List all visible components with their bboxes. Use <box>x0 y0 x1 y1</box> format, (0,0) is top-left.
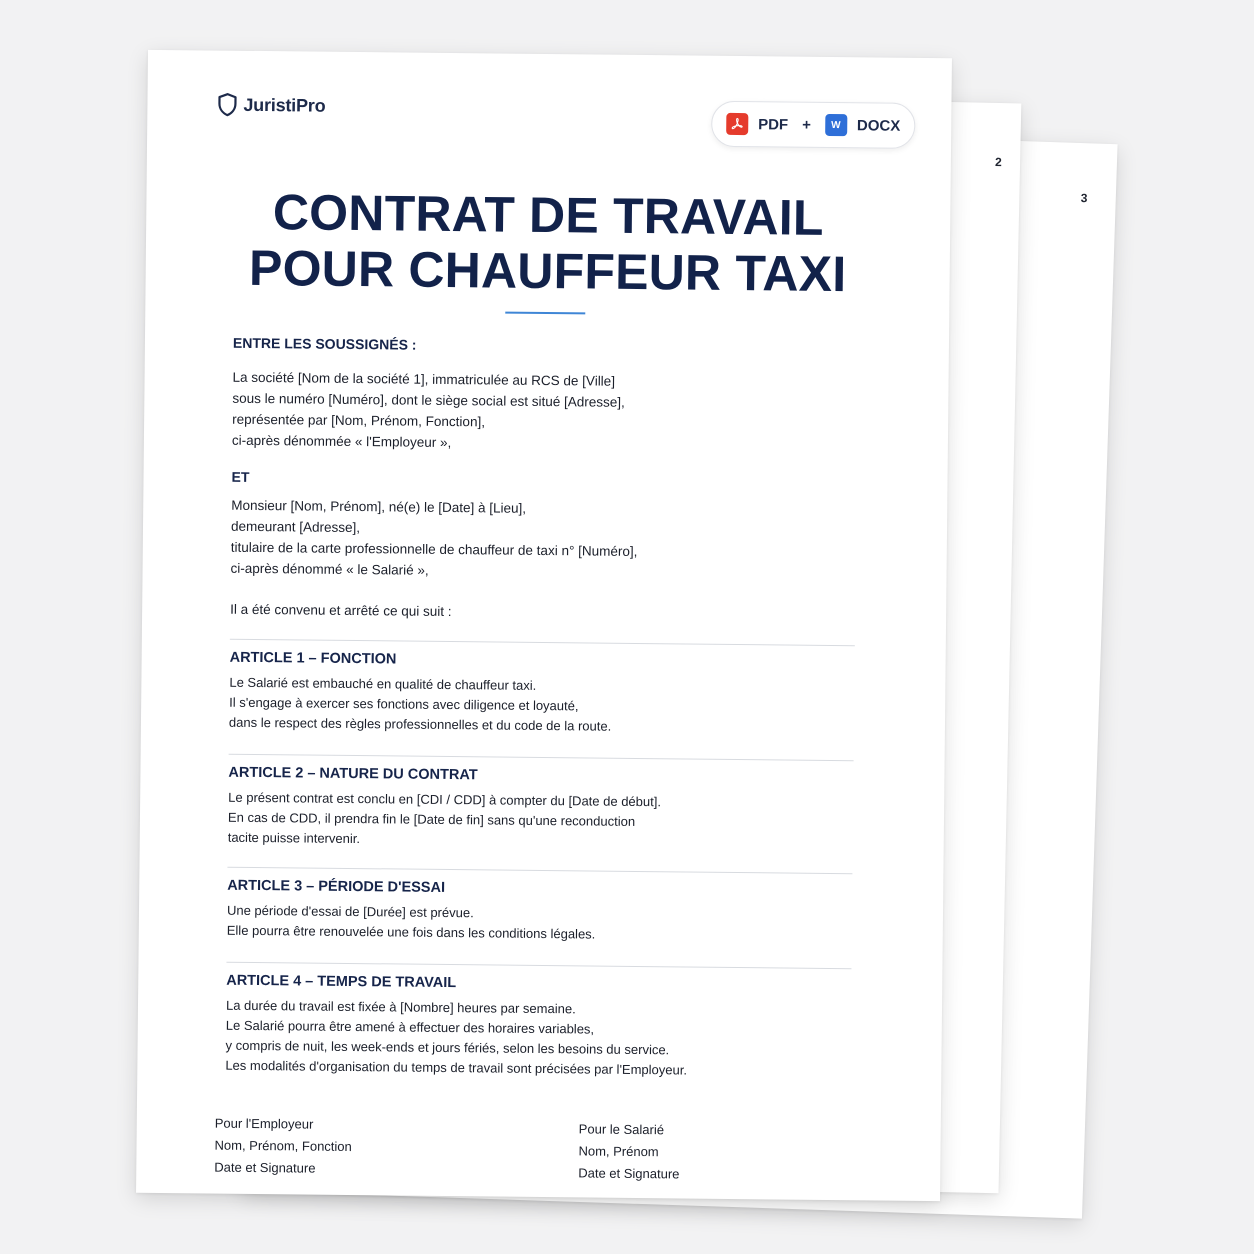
article-line: Le présent contrat est conclu en [CDI / CDD] à compter du [Date de début]. <box>228 789 662 810</box>
logo-name: JuristiPro <box>243 94 326 116</box>
article-line: Le Salarié pourra être amené à effectuer des horaires variables, <box>225 1017 595 1037</box>
employer-line: représentée par [Nom, Prénom, Fonction], <box>232 411 486 430</box>
signature-line: Pour le Salarié <box>578 1121 665 1138</box>
document-title <box>145 183 950 303</box>
article-2 <box>227 754 853 874</box>
agreement-text: Il a été convenu et arrêté ce qui suit : <box>230 601 452 620</box>
article-title: ARTICLE 2 – NATURE DU CONTRAT <box>228 764 478 784</box>
article-1 <box>229 639 855 761</box>
article-line: tacite puisse intervenir. <box>227 829 361 847</box>
employer-line: La société [Nom de la société 1], immatriculée au RCS de [Ville] <box>232 369 616 389</box>
et-separator: ET <box>231 468 250 485</box>
signature-employee <box>578 1118 680 1185</box>
employee-line: demeurant [Adresse], <box>230 518 361 536</box>
article-line: Il s'engage à exercer ses fonctions avec diligence et loyauté, <box>229 694 579 714</box>
employer-line: sous le numéro [Numéro], dont le siège social est situé [Adresse], <box>232 390 625 410</box>
employer-line: ci-après dénommée « l'Employeur », <box>231 432 452 451</box>
signature-employer <box>214 1113 352 1180</box>
article-line: Une période d'essai de [Durée] est prévue. <box>226 902 474 921</box>
docx-label: DOCX <box>856 116 901 135</box>
article-line: La durée du travail est fixée à [Nombre] heures par semaine. <box>225 997 576 1017</box>
article-line: Les modalités d'organisation du temps de travail sont précisées par l'Employeur. <box>225 1057 688 1078</box>
article-line: dans le respect des règles professionnelles et du code de la route. <box>228 714 612 734</box>
article-4 <box>225 962 851 1083</box>
employee-line: titulaire de la carte professionnelle de chauffeur de taxi n° [Numéro], <box>230 539 638 559</box>
shield-icon <box>217 93 237 117</box>
document-body <box>225 335 873 1083</box>
parties-header: ENTRE LES SOUSSIGNÉS : <box>232 334 417 353</box>
signature-line: Date et Signature <box>578 1165 680 1182</box>
article-title: ARTICLE 4 – TEMPS DE TRAVAIL <box>226 972 457 992</box>
pdf-icon <box>726 113 748 135</box>
employer-paragraph <box>232 367 873 458</box>
title-divider <box>505 312 585 315</box>
employee-line: ci-après dénommé « le Salarié », <box>230 560 429 578</box>
page-number: 3 <box>1080 191 1088 206</box>
article-line: y compris de nuit, les week-ends et jours fériés, selon les besoins du service. <box>225 1037 670 1058</box>
page-1-sheet <box>136 50 952 1201</box>
article-3 <box>226 867 852 969</box>
article-line: Elle pourra être renouvelée une fois dans les conditions légales. <box>226 922 596 942</box>
signature-line: Nom, Prénom <box>578 1143 659 1160</box>
title-line-1: CONTRAT DE TRAVAIL <box>272 184 824 246</box>
article-title: ARTICLE 3 – PÉRIODE D'ESSAI <box>227 877 446 896</box>
word-icon: W <box>825 114 847 136</box>
signature-line: Pour l'Employeur <box>214 1115 314 1132</box>
plus-sign: + <box>802 116 812 134</box>
format-badge <box>711 101 916 149</box>
article-line: En cas de CDD, il prendra fin le [Date de fin] sans qu'une reconduction <box>227 809 636 829</box>
page-number: 2 <box>994 154 1002 170</box>
signature-line: Date et Signature <box>214 1159 316 1176</box>
logo <box>217 93 325 118</box>
employee-paragraph <box>230 495 871 586</box>
pdf-label: PDF <box>758 115 789 134</box>
article-line: Le Salarié est embauché en qualité de chauffeur taxi. <box>229 674 537 693</box>
employee-line: Monsieur [Nom, Prénom], né(e) le [Date] à [Lieu], <box>231 497 527 516</box>
article-title: ARTICLE 1 – FONCTION <box>229 649 397 668</box>
signature-line: Nom, Prénom, Fonction <box>214 1137 352 1155</box>
title-line-2: POUR CHAUFFEUR TAXI <box>248 239 847 303</box>
